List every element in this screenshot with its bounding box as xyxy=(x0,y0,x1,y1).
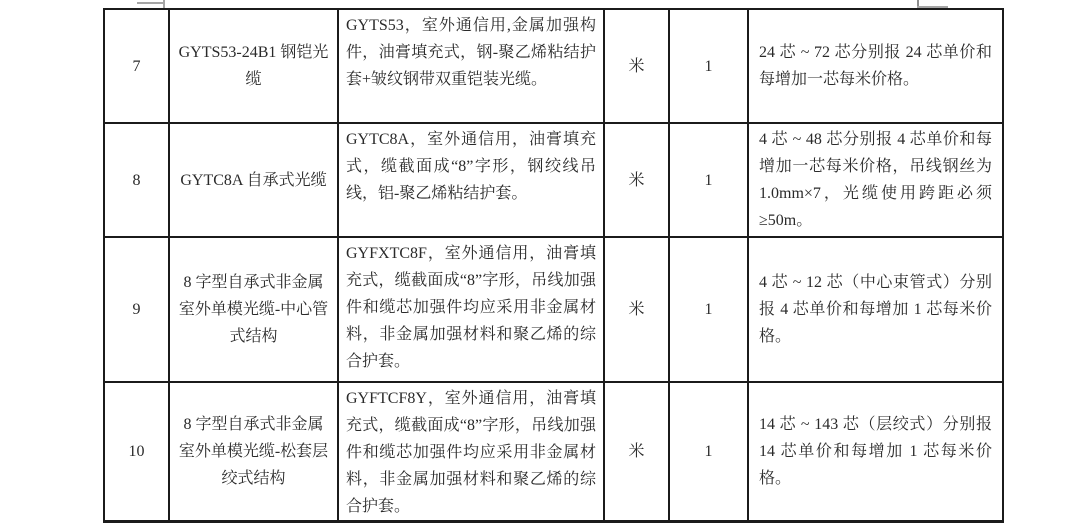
description-cell: GYFXTC8F，室外通信用，油膏填充式，缆截面成“8”字形，吊线加强件和缆芯加强件均应采用非金属材料，非金属加强材料和聚乙烯的综合护套。 xyxy=(338,237,604,382)
quantity-cell: 1 xyxy=(669,9,748,123)
pricing-note-cell: 14 芯 ~ 143 芯（层绞式）分别报 14 芯单价和每增加 1 芯每米价格。 xyxy=(748,382,1003,522)
table-row xyxy=(104,237,1003,382)
description-cell: GYFTCF8Y，室外通信用，油膏填充式，缆截面成“8”字形，吊线加强件和缆芯加强件均应采用非金属材料，非金属加强材料和聚乙烯的综合护套。 xyxy=(338,382,604,522)
pricing-note-cell: 4 芯 ~ 48 芯分别报 4 芯单价和每增加一芯每米价格，吊线钢丝为 1.0mm×7，光缆使用跨距必须≥50m。 xyxy=(748,123,1003,237)
description-cell: GYTC8A，室外通信用，油膏填充式，缆截面成“8”字形，钢绞线吊线，铝-聚乙烯粘结护套。 xyxy=(338,123,604,237)
quantity-cell: 1 xyxy=(669,382,748,522)
table-row xyxy=(104,9,1003,123)
quantity-cell: 1 xyxy=(669,123,748,237)
row-no-cell: 7 xyxy=(104,9,169,123)
crop-remnant-line xyxy=(163,0,165,8)
product-name-cell: GYTC8A 自承式光缆 xyxy=(169,123,338,237)
product-spec-table xyxy=(103,8,1004,523)
product-name-cell: 8 字型自承式非金属室外单模光缆-中心管式结构 xyxy=(169,237,338,382)
product-name-cell: GYTS53-24B1 钢铠光缆 xyxy=(169,9,338,123)
row-no-cell: 9 xyxy=(104,237,169,382)
description-cell: GYTS53，室外通信用,金属加强构件，油膏填充式，钢-聚乙烯粘结护套+皱纹钢带双重铠装光缆。 xyxy=(338,9,604,123)
pricing-note-cell: 24 芯 ~ 72 芯分别报 24 芯单价和每增加一芯每米价格。 xyxy=(748,9,1003,123)
table-row xyxy=(104,382,1003,522)
pricing-note-cell: 4 芯 ~ 12 芯（中心束管式）分别报 4 芯单价和每增加 1 芯每米价格。 xyxy=(748,237,1003,382)
unit-cell: 米 xyxy=(604,237,669,382)
crop-remnant-line xyxy=(137,2,165,4)
quantity-cell: 1 xyxy=(669,237,748,382)
table-row xyxy=(104,123,1003,237)
row-no-cell: 8 xyxy=(104,123,169,237)
product-name-cell: 8 字型自承式非金属室外单模光缆-松套层绞式结构 xyxy=(169,382,338,522)
unit-cell: 米 xyxy=(604,123,669,237)
unit-cell: 米 xyxy=(604,382,669,522)
unit-cell: 米 xyxy=(604,9,669,123)
row-no-cell: 10 xyxy=(104,382,169,522)
